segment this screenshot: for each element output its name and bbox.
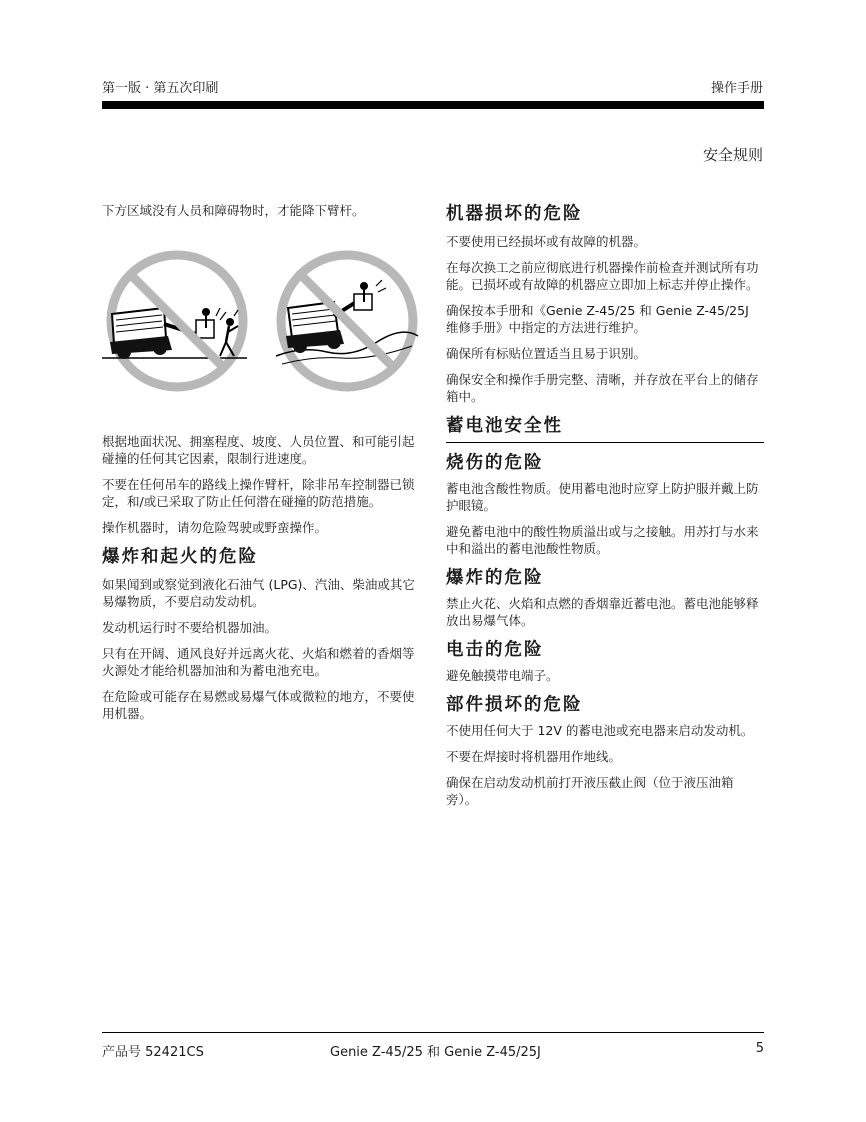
component-heading: 部件损坏的危险 [446,695,583,715]
component-text-2: 不要在焊接时将机器用作地线。 [446,749,622,764]
fire-heading: 爆炸和起火的危险 [102,547,258,567]
fire-text-4: 在危险或可能存在易燃或易爆气体或微粒的地方，不要使用机器。 [102,689,415,721]
fire-text-3: 只有在开阔、通风良好并远离火花、火焰和燃着的香烟等火源处才能给机器加油和为蓄电池充电。 [102,646,415,678]
header-manual-title: 操作手册 [710,81,763,96]
damage-text-3: 确保按本手册和《Genie Z-45/25 和 Genie Z-45/25J 维修手册》中指定的方法进行维护。 [446,303,749,335]
battery-heading: 蓄电池安全性 [446,414,764,443]
section-title: 安全规则 [702,146,763,164]
burn-heading: 烧伤的危险 [446,453,544,473]
no-rough-driving-illustration [272,246,422,396]
crane-text: 不要在任何吊车的路线上操作臂杆，除非吊车控制器已锁定，和/或已采取了防止任何潜在碰撞的防范措施。 [102,477,415,509]
right-column [446,202,764,817]
shock-heading: 电击的危险 [446,640,544,660]
left-column [102,202,422,731]
damage-text-5: 确保安全和操作手册完整、清晰，并存放在平台上的储存箱中。 [446,372,759,404]
intro-text: 下方区域没有人员和障碍物时，才能降下臂杆。 [102,203,365,218]
explosion-text: 禁止火花、火焰和点燃的香烟靠近蓄电池。蓄电池能够释放出易爆气体。 [446,596,759,628]
damage-text-1: 不要使用已经损坏或有故障的机器。 [446,234,647,249]
prohibition-figures [102,228,422,428]
damage-text-2: 在每次换工之前应彻底进行机器操作前检查并测试所有功能。已损坏或有故障的机器应立即加上标志并停止操作。 [446,260,759,292]
speed-limit-text: 根据地面状况、拥塞程度、坡度、人员位置、和可能引起碰撞的任何其它因素，限制行进速度。 [102,434,415,466]
burn-text-2: 避免蓄电池中的酸性物质溢出或与之接触。用苏打与水来中和溢出的蓄电池酸性物质。 [446,524,759,556]
damage-heading: 机器损坏的危险 [446,204,583,224]
fire-text-2: 发动机运行时不要给机器加油。 [102,620,278,635]
header-edition: 第一版 · 第五次印刷 [102,81,219,96]
component-text-3: 确保在启动发动机前打开液压截止阀（位于液压油箱旁）。 [446,775,734,807]
footer-part-number: 产品号 52421CS [102,1045,204,1060]
damage-text-4: 确保所有标贴位置适当且易于识别。 [446,346,647,361]
shock-text: 避免触摸带电端子。 [446,668,559,683]
driving-text: 操作机器时，请勿危险驾驶或野蛮操作。 [102,520,328,535]
no-collision-illustration [102,246,252,396]
fire-text-1: 如果闻到或察觉到液化石油气 (LPG)、汽油、柴油或其它易爆物质，不要启动发动机。 [102,577,415,609]
footer-model: Genie Z-45/25 和 Genie Z-45/25J [330,1045,541,1060]
header-bar [102,101,764,109]
page-number: 5 [755,1041,764,1056]
explosion-heading: 爆炸的危险 [446,568,544,588]
footer-rule [102,1032,764,1033]
burn-text-1: 蓄电池含酸性物质。使用蓄电池时应穿上防护服并戴上防护眼镜。 [446,481,759,513]
component-text-1: 不使用任何大于 12V 的蓄电池或充电器来启动发动机。 [446,723,754,738]
